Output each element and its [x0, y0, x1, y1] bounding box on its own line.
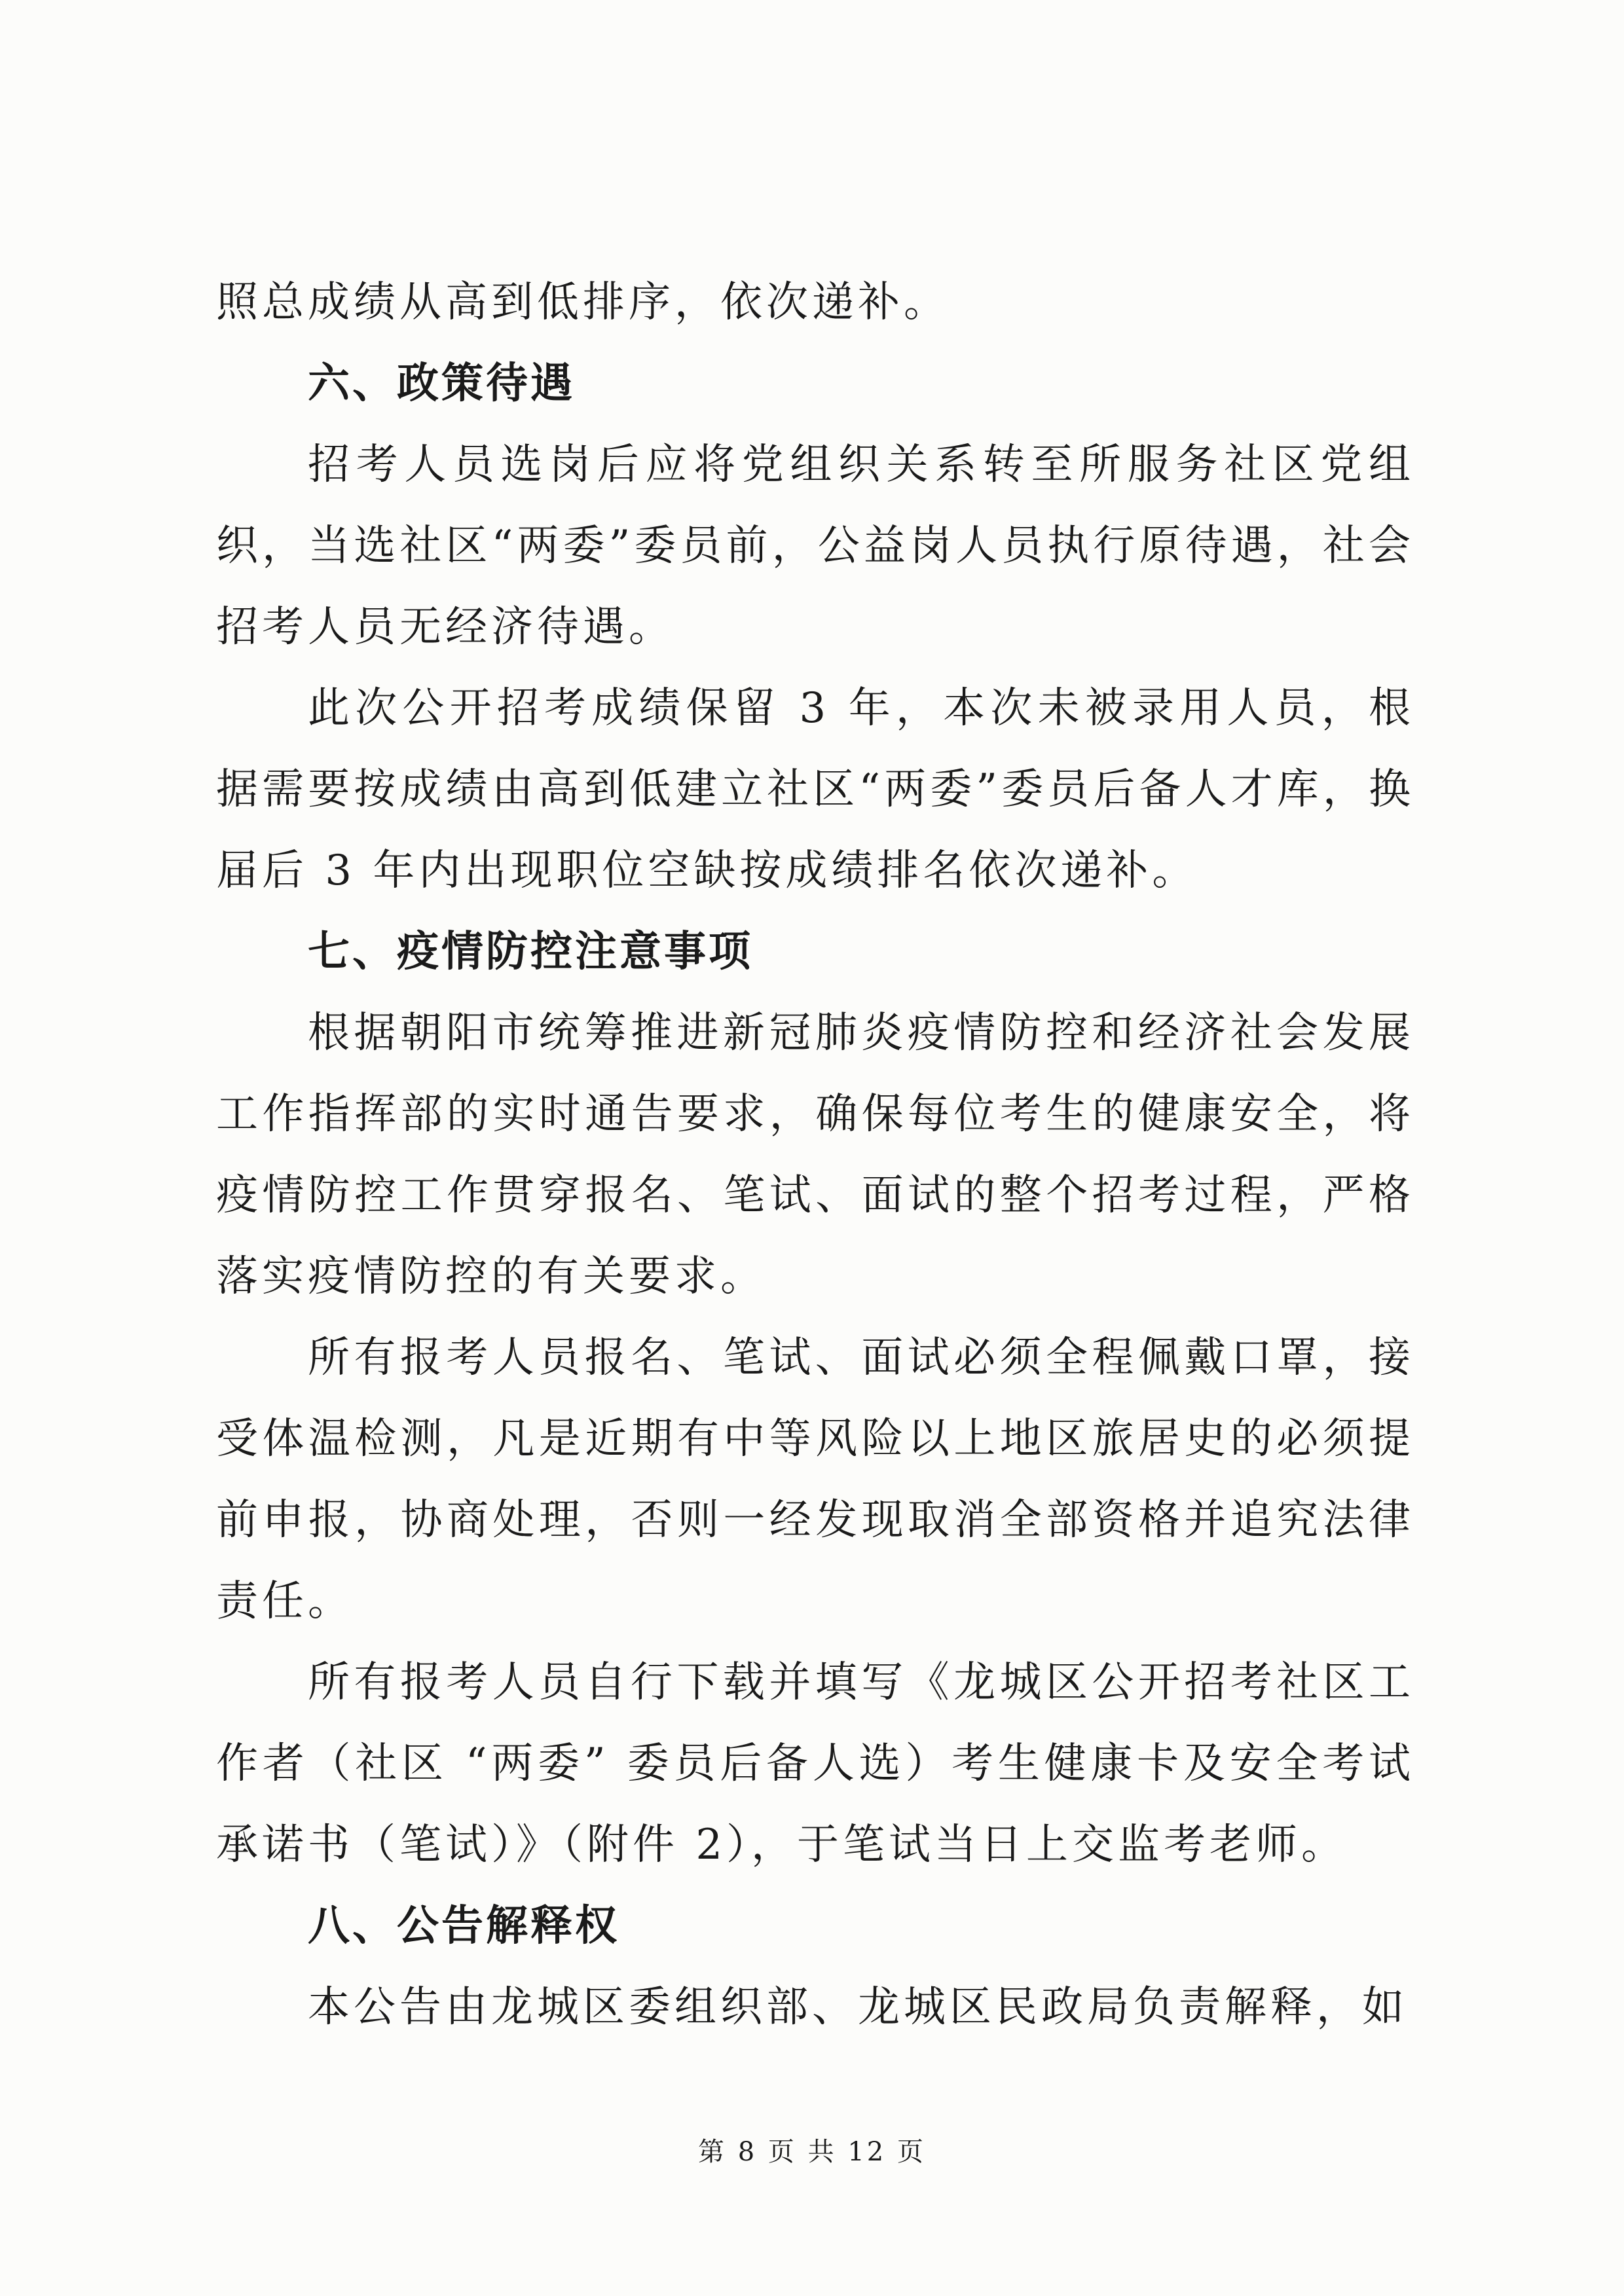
- section-heading-epidemic: 七、疫情防控注意事项: [308, 928, 753, 976]
- paragraph-interpretation: 本公告由龙城区委组织部、龙城区民政局负责解释，如: [308, 1983, 1408, 2032]
- section-heading-policy: 六、政策待遇: [308, 359, 575, 408]
- paragraph-epidemic-2: 所有报考人员报名、笔试、面试必须全程佩戴口罩，接受体温检测，凡是近期有中等风险以上地区旅居史的必须提前申报，协商处理，否则一经发现取消全部资格并追究法律责任。: [216, 1334, 1414, 1626]
- paragraph-policy-2: 此次公开招考成绩保留 3 年，本次未被录用人员，根据需要按成绩由高到低建立社区“两委”委员后备人才库，换届后 3 年内出现职位空缺按成绩排名依次递补。: [216, 684, 1414, 895]
- paragraph-continued: 照总成绩从高到低排序，依次递补。: [216, 278, 950, 327]
- paragraph-policy-1: 招考人员选岗后应将党组织关系转至所服务社区党组织，当选社区“两委”委员前，公益岗人员执行原待遇，社会招考人员无经济待遇。: [216, 441, 1414, 651]
- section-heading-interpretation: 八、公告解释权: [308, 1902, 619, 1950]
- paragraph-epidemic-1: 根据朝阳市统筹推进新冠肺炎疫情防控和经济社会发展工作指挥部的实时通告要求，确保每位考生的健康安全，将疫情防控工作贯穿报名、笔试、面试的整个招考过程，严格落实疫情防控的有关要求。: [216, 1009, 1414, 1301]
- document-body: [216, 262, 1414, 2048]
- paragraph-epidemic-3: 所有报考人员自行下载并填写《龙城区公开招考社区工作者（社区 “两委” 委员后备人选）考生健康卡及安全考试承诺书（笔试）》（附件 2），于笔试当日上交监考老师。: [216, 1658, 1414, 1869]
- page-number: 第 8 页 共 12 页: [698, 2137, 926, 2167]
